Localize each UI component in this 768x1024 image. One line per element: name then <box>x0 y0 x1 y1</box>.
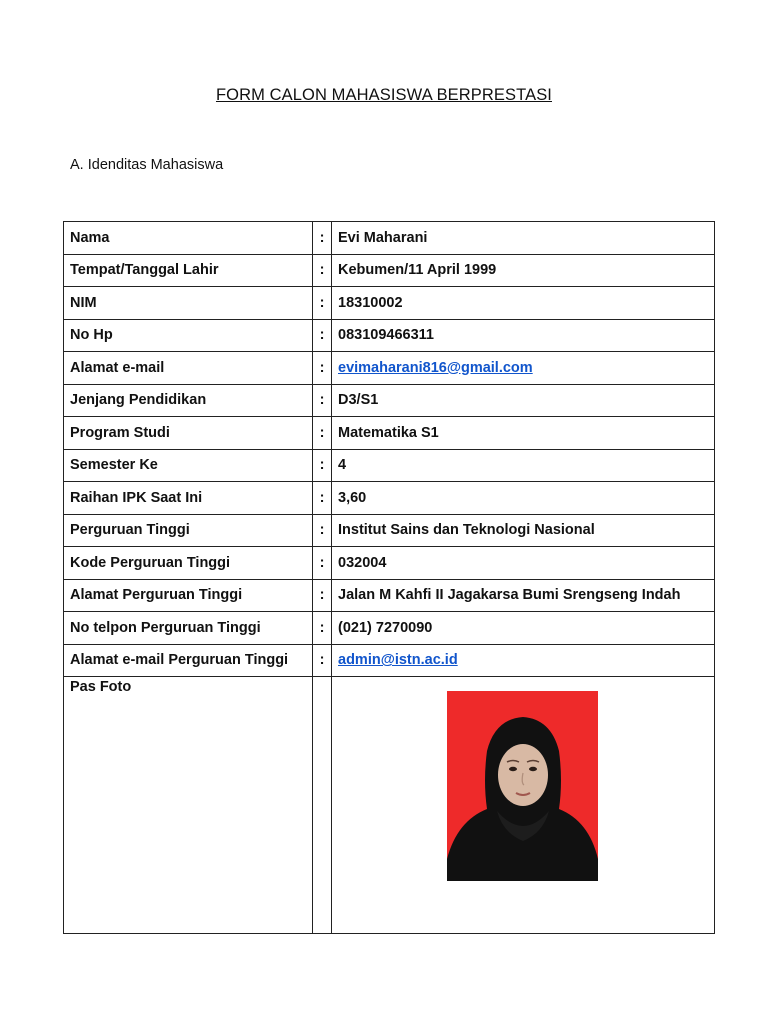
table-row <box>64 644 715 677</box>
colon-separator: : <box>313 417 332 450</box>
field-value-program: Matematika S1 <box>332 417 715 450</box>
table-row <box>64 612 715 645</box>
student-email-link[interactable]: evimaharani816@gmail.com <box>338 359 533 376</box>
field-label-semester: Semester Ke <box>64 449 313 482</box>
field-value-nama: Evi Maharani <box>332 222 715 255</box>
identity-table <box>63 221 715 934</box>
field-label-photo: Pas Foto <box>64 677 313 934</box>
field-value-semester: 4 <box>332 449 715 482</box>
field-value-university: Institut Sains dan Teknologi Nasional <box>332 514 715 547</box>
field-label-nama: Nama <box>64 222 313 255</box>
field-label-birth: Tempat/Tanggal Lahir <box>64 254 313 287</box>
field-label-university: Perguruan Tinggi <box>64 514 313 547</box>
table-row <box>64 482 715 515</box>
field-label-university-email: Alamat e-mail Perguruan Tinggi <box>64 644 313 677</box>
passport-photo <box>447 691 598 881</box>
field-label-phone: No Hp <box>64 319 313 352</box>
field-value-nim: 18310002 <box>332 287 715 320</box>
page-title: FORM CALON MAHASISWA BERPRESTASI <box>215 86 552 104</box>
table-row <box>64 319 715 352</box>
table-row <box>64 677 715 934</box>
colon-separator: : <box>313 547 332 580</box>
university-email-link[interactable]: admin@istn.ac.id <box>338 652 458 669</box>
field-label-university-address: Alamat Perguruan Tinggi <box>64 579 313 612</box>
colon-separator: : <box>313 612 332 645</box>
colon-separator: : <box>313 644 332 677</box>
field-value-university-code: 032004 <box>332 547 715 580</box>
field-label-program: Program Studi <box>64 417 313 450</box>
field-label-gpa: Raihan IPK Saat Ini <box>64 482 313 515</box>
field-value-gpa: 3,60 <box>332 482 715 515</box>
table-row <box>64 254 715 287</box>
table-row <box>64 449 715 482</box>
table-row <box>64 579 715 612</box>
colon-separator: : <box>313 352 332 385</box>
field-value-university-email <box>332 644 715 677</box>
field-label-university-phone: No telpon Perguruan Tinggi <box>64 612 313 645</box>
field-value-phone: 083109466311 <box>332 319 715 352</box>
field-value-birth: Kebumen/11 April 1999 <box>332 254 715 287</box>
colon-separator: : <box>313 449 332 482</box>
field-label-university-code: Kode Perguruan Tinggi <box>64 547 313 580</box>
section-title: A. Idenditas Mahasiswa <box>70 157 224 173</box>
photo-cell <box>332 677 715 934</box>
colon-separator: : <box>313 384 332 417</box>
field-value-university-address: Jalan M Kahfi II Jagakarsa Bumi Srengseng Indah <box>332 579 715 612</box>
colon-separator: : <box>313 287 332 320</box>
field-value-university-phone: (021) 7270090 <box>332 612 715 645</box>
portrait-illustration <box>447 691 598 881</box>
field-label-email: Alamat e-mail <box>64 352 313 385</box>
table-row <box>64 287 715 320</box>
field-label-level: Jenjang Pendidikan <box>64 384 313 417</box>
table-row <box>64 222 715 255</box>
table-row <box>64 547 715 580</box>
colon-separator: : <box>313 579 332 612</box>
right-eye-shape <box>529 767 537 771</box>
colon-cell-empty <box>313 677 332 934</box>
colon-separator: : <box>313 222 332 255</box>
left-eye-shape <box>509 767 517 771</box>
colon-separator: : <box>313 514 332 547</box>
table-row <box>64 417 715 450</box>
table-row <box>64 352 715 385</box>
field-value-level: D3/S1 <box>332 384 715 417</box>
colon-separator: : <box>313 254 332 287</box>
field-label-nim: NIM <box>64 287 313 320</box>
colon-separator: : <box>313 482 332 515</box>
colon-separator: : <box>313 319 332 352</box>
field-value-email <box>332 352 715 385</box>
table-row <box>64 384 715 417</box>
table-row <box>64 514 715 547</box>
